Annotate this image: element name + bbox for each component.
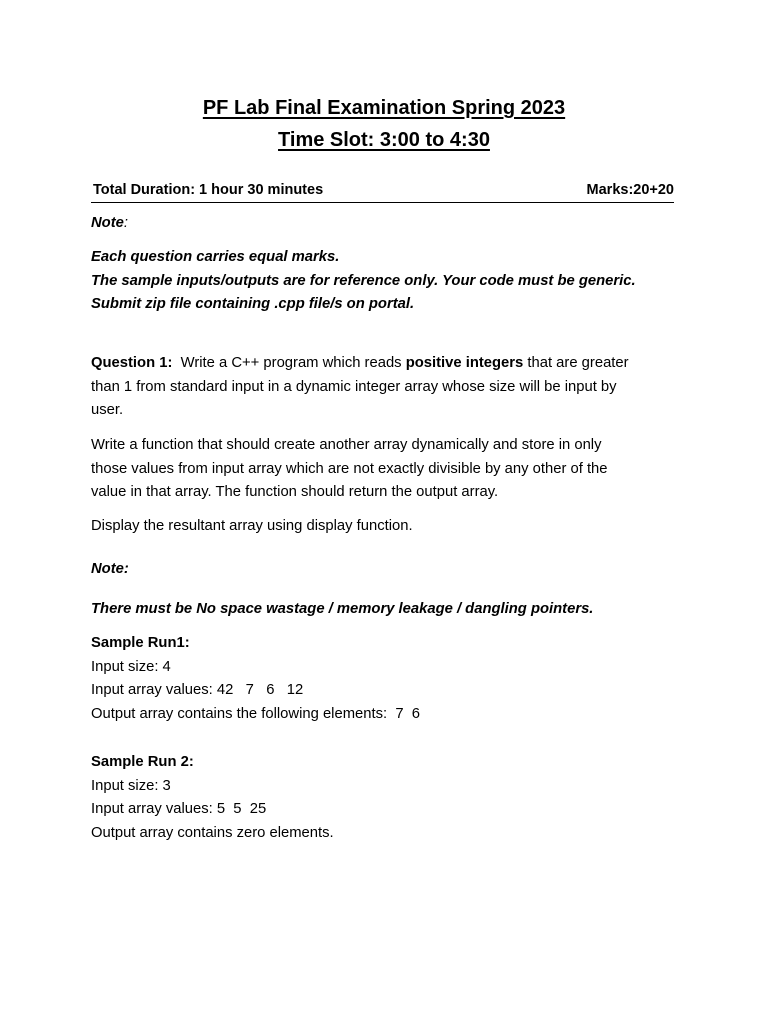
note-heading: Note: [91,215,129,231]
note-2-heading: Note: [91,561,129,577]
question-1-paragraph-2: Write a function that should create another array dynamically and store in only those values from input array which are not exactly divisible by any other of the value in that array. The function should return the output array. [91,437,608,500]
sample-run-2: Sample Run 2: Input size: 3 Input array values: 5 5 25 Output array contains zero elements. [91,751,681,845]
time-slot: Time Slot: 3:00 to 4:30 [278,129,490,151]
question-1-paragraph-1: Question 1: Write a C++ program which reads positive integers that are greater than 1 from standard input in a dynamic integer array whose size will be input by user. [91,355,629,418]
note-line: The sample inputs/outputs are for reference only. Your code must be generic. [91,272,636,289]
duration-marks-row [91,180,674,203]
note-line: Each question carries equal marks. [91,249,340,265]
note-list [91,246,681,317]
note-2-text: There must be No space wastage / memory leakage / dangling pointers. [91,601,594,617]
question-1-label: Question 1: [91,355,173,371]
marks: Marks:20+20 [586,182,674,198]
total-duration: Total Duration: 1 hour 30 minutes [93,182,324,198]
sample-run-1-label: Sample Run1: [91,635,190,651]
note-line: Submit zip file containing .cpp file/s on portal. [91,296,415,312]
exam-title: PF Lab Final Examination Spring 2023 [202,97,566,119]
question-1-paragraph-3: Display the resultant array using display function. [91,518,413,534]
sample-run-1: Sample Run1: Input size: 4 Input array values: 42 7 6 12 Output array contains the following elements: 7 6 [91,632,681,726]
sample-run-2-label: Sample Run 2: [91,754,194,770]
